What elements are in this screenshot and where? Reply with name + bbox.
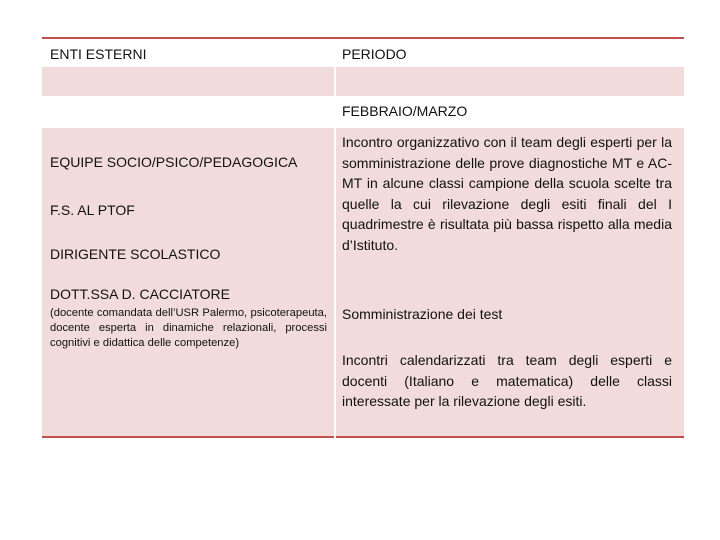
column-divider — [334, 67, 336, 438]
header-enti-esterni: ENTI ESTERNI — [50, 46, 147, 62]
empty-band-row — [42, 67, 684, 96]
content-row — [42, 128, 684, 438]
period-row — [42, 96, 684, 128]
period-value: FEBBRAIO/MARZO — [342, 103, 468, 119]
fs-label: F.S. AL PTOF — [50, 202, 135, 218]
director-label: DIRIGENTE SCOLASTICO — [50, 246, 221, 262]
table-header-row — [42, 37, 684, 69]
activity-organizational-meeting: Incontro organizzativo con il team degli esperti per la somministrazione delle prove diagnostiche MT e AC-MT in alcune classi campione della scuola scelte tra quelle la cui rilevazione degli esiti finali del I quadrimestre è risultata più bassa rispetto alla media d’Istituto. — [342, 134, 672, 253]
activity-test-administration: Somministrazione dei test — [342, 306, 503, 322]
activity-scheduled-meetings: Incontri calendarizzati tra team degli esperti e docenti (Italiano e matematica) delle classi interessate per la rilevazione degli esiti. — [342, 352, 672, 409]
team-label: EQUIPE SOCIO/PSICO/PEDAGOGICA — [50, 154, 298, 170]
doctor-description: (docente comandata dell’USR Palermo, psicoterapeuta, docente esperta in dinamiche relazionali, processi cognitivi e didattica delle competenze) — [50, 307, 327, 349]
header-periodo: PERIODO — [342, 46, 407, 62]
doctor-name: DOTT.SSA D. CACCIATORE — [50, 286, 230, 302]
